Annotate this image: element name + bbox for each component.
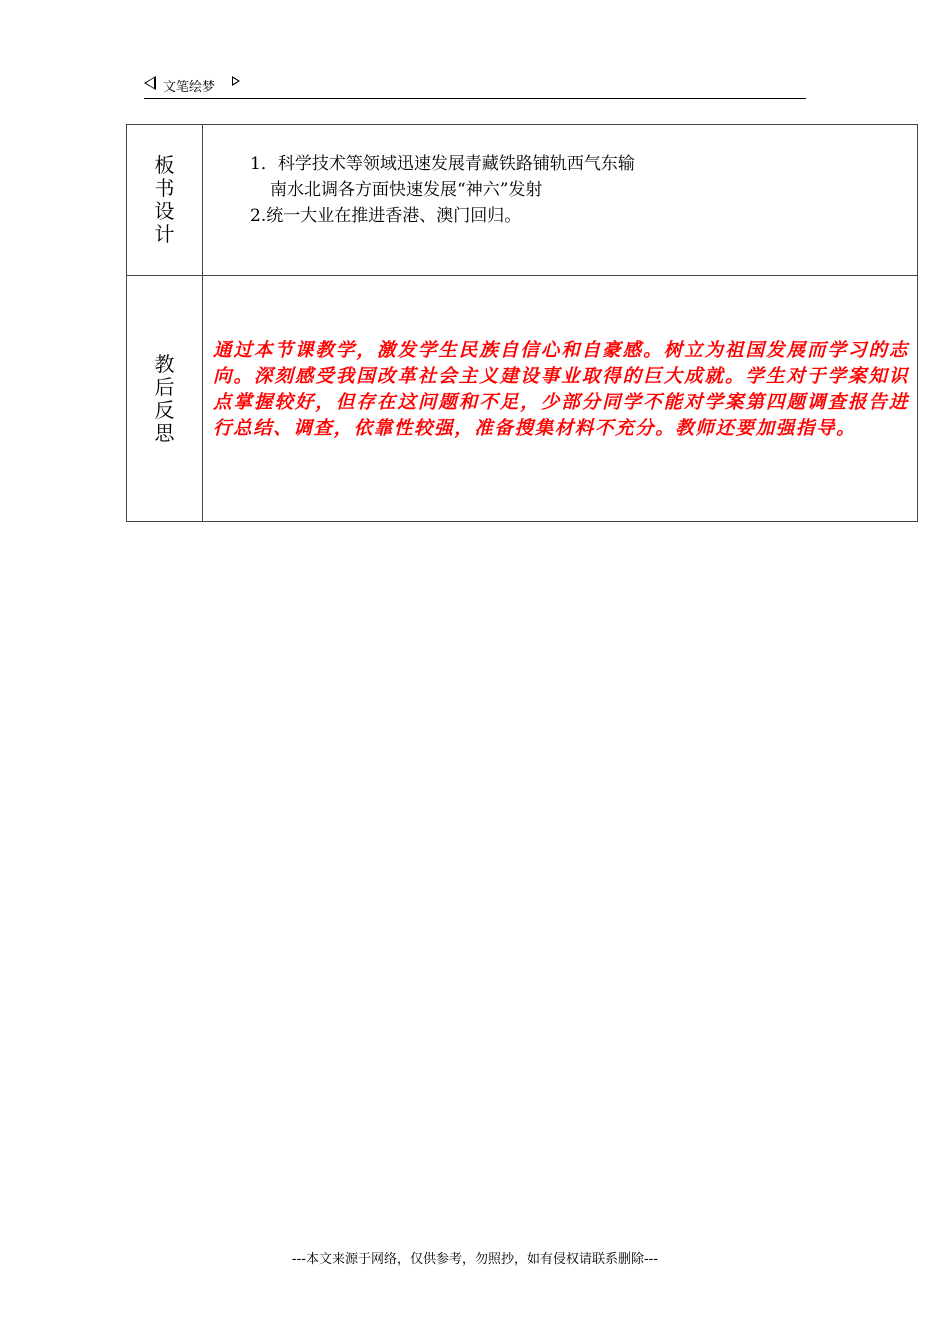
board-line-2: 南水北调各方面快速发展“神六”发射 xyxy=(270,180,543,200)
right-triangle-icon xyxy=(232,76,240,86)
board-design-label: 板书设计 xyxy=(154,153,175,246)
board-line-1: 1．科学技术等领域迅速发展青藏铁路铺轨西气东输 xyxy=(250,154,635,174)
page-header xyxy=(144,74,806,99)
board-design-label-cell xyxy=(127,125,203,276)
reflection-row xyxy=(127,276,918,522)
board-design-row xyxy=(127,125,918,276)
board-line-3: 2.统一大业在推进香港、澳门回归。 xyxy=(250,206,522,226)
reflection-label: 教后反思 xyxy=(154,351,175,445)
reflection-content-cell xyxy=(203,276,918,522)
reflection-text: 通过本节课教学，激发学生民族自信心和自豪感。树立为祖国发展而学习的志向。深刻感受我国改革社会主义建设事业取得的巨大成就。学生对于学案知识点掌握较好，但存在这问题和不足，少部分同学不能对学案第四题调查报告进行总结、调查，依靠性较强，准备搜集材料不充分。教师还要加强指导。 xyxy=(213,340,909,439)
lesson-plan-table xyxy=(126,124,918,522)
board-design-content xyxy=(203,125,917,229)
board-design-content-cell xyxy=(203,125,918,276)
reflection-label-cell xyxy=(127,276,203,522)
footer-disclaimer: ---本文来源于网络，仅供参考，勿照抄，如有侵权请联系删除--- xyxy=(291,1252,659,1267)
left-triangle-icon xyxy=(144,76,156,90)
header-title: 文笔绘梦 xyxy=(163,80,216,95)
